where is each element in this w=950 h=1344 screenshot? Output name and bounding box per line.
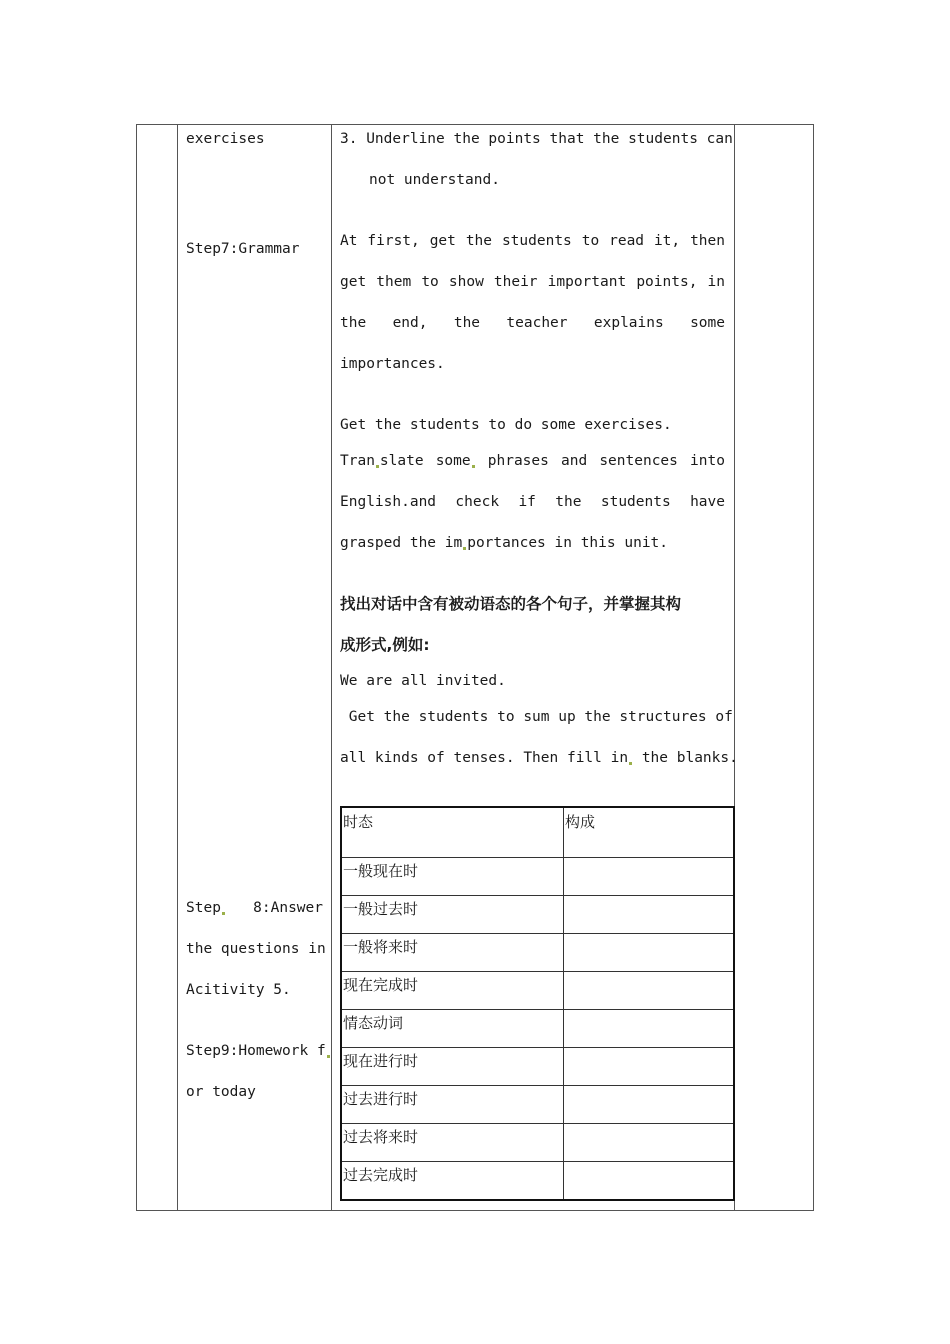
word: students: [501, 233, 572, 249]
word: sentences: [599, 453, 678, 469]
structure-blank-cell[interactable]: [564, 1048, 735, 1086]
word: then: [690, 233, 725, 249]
step8-word: Step: [186, 900, 221, 916]
edit-mark: [463, 547, 466, 550]
tense-name-cell: 现在完成时: [341, 972, 564, 1010]
tense-name-cell: 一般现在时: [341, 858, 564, 896]
tense-name-cell: 过去完成时: [341, 1162, 564, 1201]
word: if: [518, 494, 536, 510]
word: read: [609, 233, 645, 249]
step9-text: Step9:Homework f: [186, 1043, 326, 1059]
passive-voice-instruction-line1: 找出对话中含有被动语态的各个句子，并掌握其构: [340, 595, 682, 613]
passive-voice-instruction-line2: 成形式,例如:: [340, 636, 430, 654]
word-some: some: [435, 453, 471, 469]
structure-blank-cell[interactable]: [564, 896, 735, 934]
tense-name-cell: 过去将来时: [341, 1124, 564, 1162]
word: into: [690, 453, 725, 469]
word: to: [581, 233, 600, 249]
table-row: [341, 1010, 734, 1048]
structure-blank-cell[interactable]: [564, 858, 735, 896]
structure-blank-cell[interactable]: [564, 972, 735, 1010]
para1-line1: [340, 231, 725, 251]
para4-line2: [340, 748, 738, 768]
word: teacher: [506, 315, 568, 331]
step-exercises-label: exercises: [186, 131, 265, 147]
para3-line3: [340, 533, 668, 553]
word-tran: Tran: [340, 453, 375, 469]
para3-line2: [340, 492, 725, 512]
tense-table: [340, 806, 735, 1201]
table-row: [341, 1124, 734, 1162]
word: to: [421, 274, 439, 290]
word: some: [690, 315, 725, 331]
para3-line1: [340, 451, 725, 471]
item3-line1: 3. Underline the points that the students can: [340, 131, 733, 147]
para4-line2-start: all kinds of tenses. Then fill in: [340, 750, 629, 766]
table-row: [341, 1048, 734, 1086]
header-structure: 构成: [564, 807, 735, 858]
table-row: [341, 1086, 734, 1124]
para4-line2-end: the blanks.: [633, 750, 738, 766]
tense-name-cell: 情态动词: [341, 1010, 564, 1048]
step9-line2: or today: [186, 1084, 256, 1100]
word: first,: [367, 233, 420, 249]
word: the: [340, 315, 367, 331]
step8-line1: [186, 898, 323, 918]
word: students: [600, 494, 671, 510]
table-row: [341, 858, 734, 896]
structure-blank-cell[interactable]: [564, 1124, 735, 1162]
word: English.and: [340, 494, 437, 510]
structure-blank-cell[interactable]: [564, 1162, 735, 1201]
para3-line3-end: portances in this unit.: [467, 535, 669, 551]
structure-blank-cell[interactable]: [564, 1086, 735, 1124]
word: phrases: [487, 453, 549, 469]
word: in: [707, 274, 725, 290]
tense-name-cell: 过去进行时: [341, 1086, 564, 1124]
table-row: [341, 1162, 734, 1201]
word: their: [493, 274, 538, 290]
word: important: [547, 274, 627, 290]
para4-line1: Get the students to sum up the structures of: [340, 709, 733, 725]
structure-blank-cell[interactable]: [564, 1010, 735, 1048]
word-slate: slate: [379, 453, 424, 469]
tense-table-header: [341, 807, 734, 858]
table-row: [341, 934, 734, 972]
word: have: [690, 494, 725, 510]
step7-label: Step7:Grammar: [186, 241, 300, 257]
edit-mark: [472, 465, 475, 468]
item3-line2: not understand.: [369, 172, 500, 188]
step8-line2: the questions in: [186, 941, 326, 957]
tense-name-cell: 一般将来时: [341, 934, 564, 972]
word: get: [429, 233, 456, 249]
word: and: [560, 453, 588, 469]
step8-answer: 8:Answer: [253, 900, 323, 916]
word: them: [376, 274, 412, 290]
structure-blank-cell[interactable]: [564, 934, 735, 972]
word: At: [340, 233, 358, 249]
word: the: [453, 315, 481, 331]
edit-mark: [376, 465, 379, 468]
step9-line1: [186, 1041, 331, 1061]
tense-name-cell: 现在进行时: [341, 1048, 564, 1086]
step8-line3: Acitivity 5.: [186, 982, 291, 998]
column-divider-1: [177, 125, 178, 1210]
word: the: [555, 494, 582, 510]
column-divider-2: [331, 125, 332, 1210]
word: explains: [593, 315, 664, 331]
word: the: [465, 233, 493, 249]
para1-line4: importances.: [340, 356, 445, 372]
word: get: [340, 274, 367, 290]
edit-mark: [222, 912, 225, 915]
table-row: [341, 896, 734, 934]
word: show: [448, 274, 484, 290]
header-tense: 时态: [341, 807, 564, 858]
table-row: [341, 972, 734, 1010]
para2: Get the students to do some exercises.: [340, 417, 672, 433]
edit-mark: [327, 1055, 330, 1058]
word: it,: [653, 233, 681, 249]
para1-line2: [340, 272, 725, 292]
edit-mark: [629, 762, 632, 765]
para1-line3: [340, 313, 725, 333]
tense-name-cell: 一般过去时: [341, 896, 564, 934]
word: points,: [636, 274, 698, 290]
word: end,: [392, 315, 428, 331]
para3-line3-start: grasped the im: [340, 535, 463, 551]
word: check: [455, 494, 500, 510]
example-sentence: We are all invited.: [340, 673, 506, 689]
